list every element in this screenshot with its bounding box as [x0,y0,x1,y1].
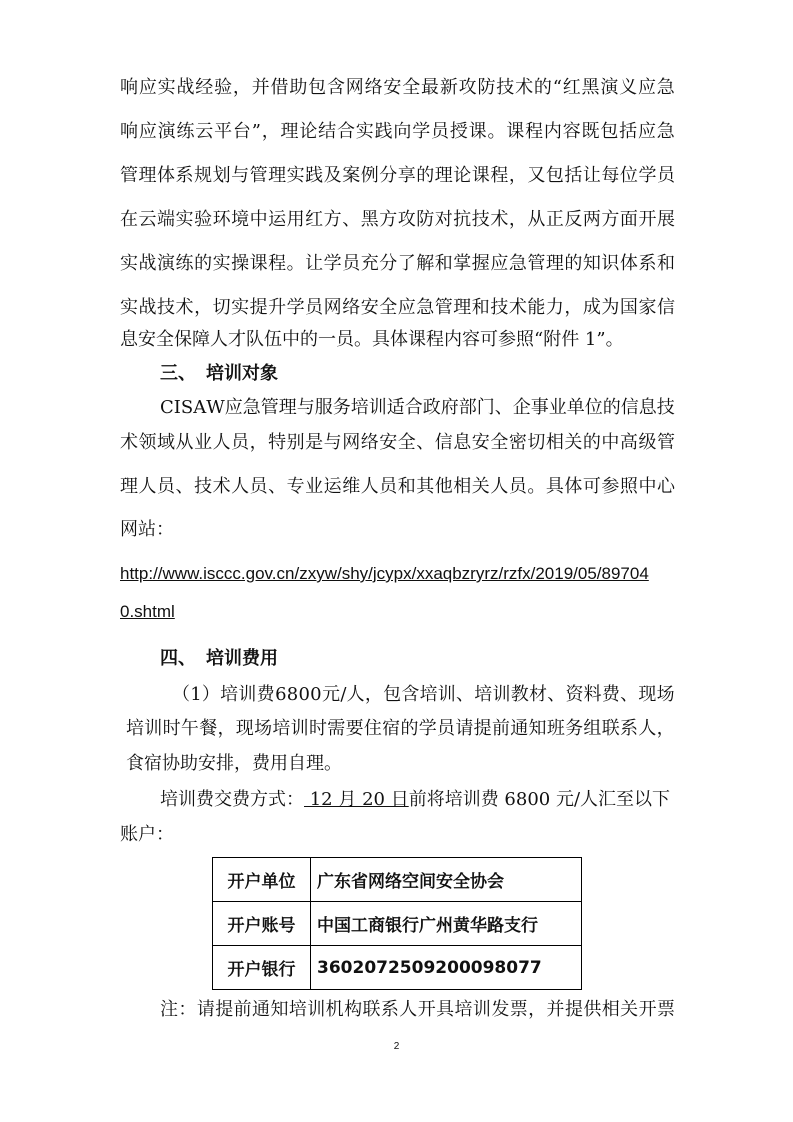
table-key: 开户账号 [213,902,311,946]
table-key: 开户银行 [213,946,311,990]
center-website-link[interactable]: http://www.isccc.gov.cn/zxyw/shy/jcypx/xxaqbzryrz/rzfx/2019/05/89704 [120,564,649,583]
bank-account-table [212,857,582,990]
payment-prefix: 培训费交费方式： [160,789,304,810]
section-number: 三、 [160,363,196,384]
body-text-line: 息安全保障人才队伍中的一员。具体课程内容可参照“附件 1”。 [120,329,624,350]
table-row [213,858,582,902]
payment-method-line: 账户： [120,824,174,845]
note-text-line: 注 ： 请 提 前 通 知 培 训 机 构 联 系 人 开 具 培 训 发 票 ， 并 提 供 相 关 开 票 [160,999,675,1020]
body-text-line: 术 领 域 从 业 人 员 ， 特 别 是 与 网 络 安 全 、 信 息 安 全 密 切 相 关 的 中 高 级 管 [120,432,675,453]
payment-suffix: 前将培训费 6800 元/人汇至以下 [408,789,671,810]
body-text-line: 在 云 端 实 验 环 境 中 运 用 红 方 、 黑 方 攻 防 对 抗 技 术 ， 从 正 反 两 方 面 开 展 [120,209,675,230]
table-row [213,946,582,990]
table-row [213,902,582,946]
fee-text-line: 培 训 时 午 餐 ， 现 场 培 训 时 需 要 住 宿 的 学 员 请 提 前 通 知 班 务 组 联 系 人 ， [126,718,675,739]
table-value: 广东省网络空间安全协会 [311,858,582,902]
table-value: 3602072509200098077 [311,946,582,990]
section-title: 培训对象 [206,363,278,384]
section-number: 四、 [160,648,196,669]
payment-method-line [160,788,670,812]
body-text-line: C I S A W 应 急 管 理 与 服 务 培 训 适 合 政 府 部 门 、 企 事 业 单 位 的 信 息 技 [160,397,675,418]
section-heading-3 [160,362,278,386]
body-text-line: 管 理 体 系 规 划 与 管 理 实 践 及 案 例 分 享 的 理 论 课 程 ， 又 包 括 让 每 位 学 员 [120,165,675,186]
fee-text-line: （ 1 ） 培 训 费 6 8 0 0 元 / 人 ， 包 含 培 训 、 培 训 教 材 、 资 料 费 、 现 场 [172,684,675,705]
body-text-line: 响 应 演 练 云 平 台 ” ， 理 论 结 合 实 践 向 学 员 授 课 。 课 程 内 容 既 包 括 应 急 [120,121,675,142]
section-title: 培训费用 [206,648,278,669]
table-key: 开户单位 [213,858,311,902]
body-text-line: 网站： [120,519,174,540]
center-website-link-continued[interactable]: 0.shtml [120,602,175,621]
body-text-line: 实 战 演 练 的 实 操 课 程 。 让 学 员 充 分 了 解 和 掌 握 应 急 管 理 的 知 识 体 系 和 [120,253,675,274]
body-text-line: 响 应 实 战 经 验 ， 并 借 助 包 含 网 络 安 全 最 新 攻 防 技 术 的 “ 红 黑 演 义 应 急 [120,77,675,98]
page-number: 2 [393,1041,400,1052]
table-value: 中国工商银行广州黄华路支行 [311,902,582,946]
fee-text-line: 食宿协助安排，费用自理。 [126,753,342,774]
body-text-line: 实 战 技 术 ， 切 实 提 升 学 员 网 络 安 全 应 急 管 理 和 技 术 能 力 ， 成 为 国 家 信 [120,297,675,318]
section-heading-4 [160,647,278,671]
payment-deadline: 12 月 20 日 [304,789,409,810]
body-text-line: 理 人 员 、 技 术 人 员 、 专 业 运 维 人 员 和 其 他 相 关 人 员 。 具 体 可 参 照 中 心 [120,476,675,497]
